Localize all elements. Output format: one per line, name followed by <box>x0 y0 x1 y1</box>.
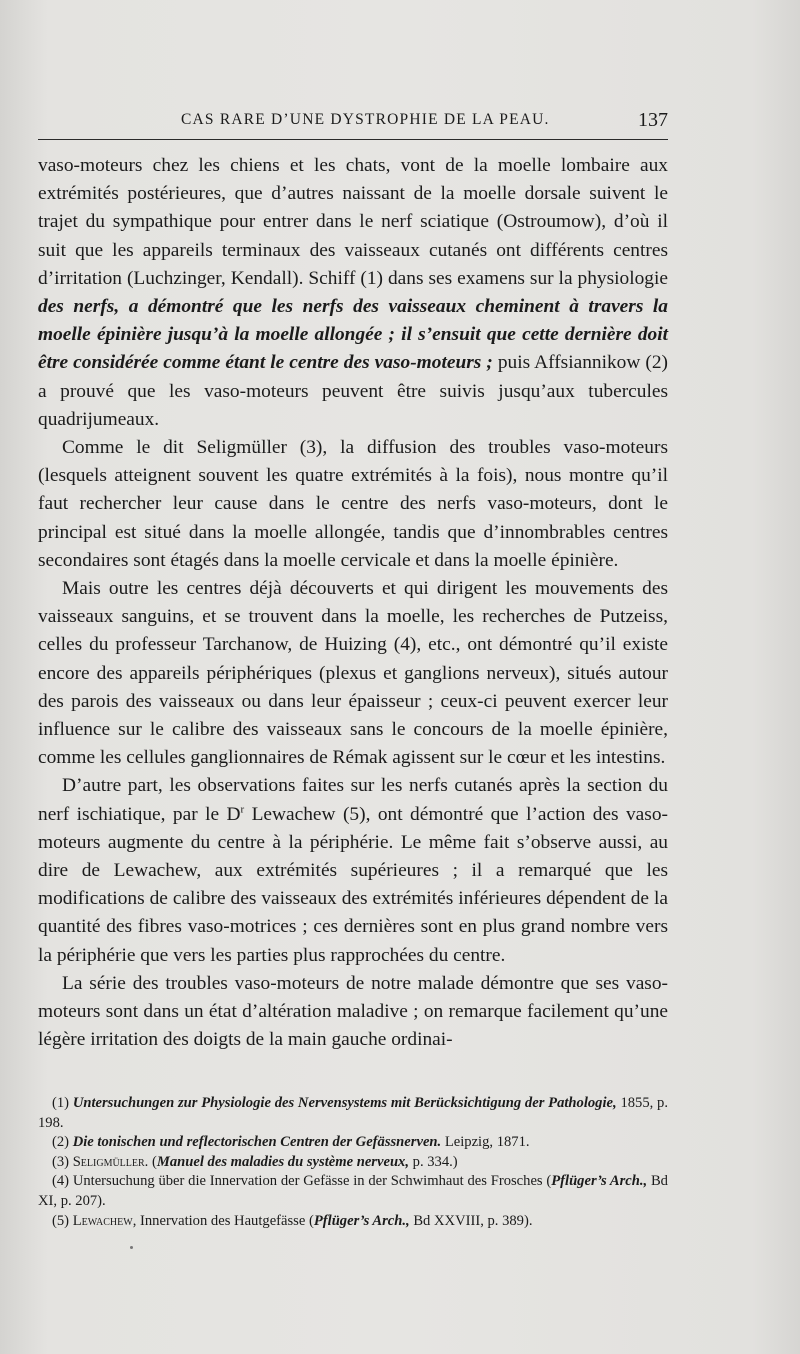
page-number: 137 <box>638 109 668 131</box>
italic-quote: des nerfs, a démontré que les nerfs des vaisseaux cheminent à travers la moelle épinière jusqu’à la moelle allongée ; il s’ensuit que cette dernière doit être considérée comme étant le centre des vaso-moteurs ; <box>38 296 668 374</box>
body-text <box>38 152 668 1055</box>
header-rule <box>38 139 668 140</box>
paragraph-3: Mais outre les centres déjà découverts et qui dirigent les mouvements des vaisseaux sanguins, et se trouvent dans la moelle, les recherches de Putzeiss, celles du professeur Tarchanow, de Huizing (4), etc., ont démontré qu’il existe encore des appareils périphériques (plexus et ganglions nerveux), situés autour des parois des vaisseaux ou dans leur épaisseur ; ceux-ci peuvent exercer leur influence sur le calibre des vaisseaux sans le concours de la moelle épinière, comme les cellules ganglionnaires de Rémak agissent sur le cœur et les intestins. <box>38 578 668 769</box>
paragraph-4: D’autre part, les observations faites sur les nerfs cutanés après la section du nerf ischiatique, par le $D^r$ Lewachew (5), ont démontré que l’action des vaso-moteurs augmente du centre à la périphérie. Le même fait s’observe aussi, au dire de Lewachew, aux extrémités supérieures ; il a remarqué que les modifications de calibre des vaisseaux des extrémités inférieures dépendent de la quantité des fibres vaso-motrices ; ces dernières sont en plus grand nombre vers la périphérie que vers les parties plus rapprochées du centre. <box>38 775 668 966</box>
paragraph-1: vaso-moteurs chez les chiens et les chats, vont de la moelle lombaire aux extrémités postérieures, que d’autres naissant de la moelle dorsale suivent le trajet du sympathique pour entrer dans le nerf sciatique (Ostroumow), d’où il suit que les appareils terminaux des vaisseaux cutanés ont différents centres d’irritation (Luchzinger, Kendall). Schiff (1) dans ses examens sur la physiologie des nerfs, a démontré que les nerfs des vaisseaux cheminent à travers la moelle épinière jusqu’à la moelle allongée ; il s’ensuit que cette dernière doit être considérée comme étant le centre des vaso-moteurs ; puis Affsiannikow (2) a prouvé que les vaso-moteurs peuvent être suivis jusqu’aux tubercules quadrijumeaux. <box>38 155 668 430</box>
footnotes <box>38 1094 668 1231</box>
footnote-1: (1) Untersuchungen zur Physiologie des Nervensystems mit Berücksichtigung der Pathologie, 1855, p. 198. <box>38 1095 668 1131</box>
footnote-2: (2) Die tonischen und reflectorischen Centren der Gefässnerven. Leipzig, 1871. <box>52 1134 530 1151</box>
superscript: r <box>240 803 245 816</box>
running-head <box>38 109 668 133</box>
footnote-5: (5) Lewachew, Innervation des Hautgefässe (Pflüger’s Arch., Bd XXVIII, p. 389). <box>52 1212 533 1229</box>
footnote-4: (4) Untersuchung über die Innervation der Gefässe in der Schwimhaut des Frosches (Pflüger’s Arch., Bd XI, p. 207). <box>38 1173 668 1209</box>
running-title: CAS RARE D’UNE DYSTROPHIE DE LA PEAU. <box>181 111 550 128</box>
paragraph-2: Comme le dit Seligmüller (3), la diffusion des troubles vaso-moteurs (lesquels atteignent souvent les quatre extrémités à la fois), nous montre qu’il faut rechercher leur cause dans le centre des nerfs vaso-moteurs, dont le principal est situé dans la moelle allongée, tandis que d’innombrables centres secondaires sont étagés dans la moelle cervicale et dans la moelle épinière. <box>38 437 668 571</box>
paper-speck <box>130 1246 133 1249</box>
paragraph-5: La série des troubles vaso-moteurs de notre malade démontre que ses vaso-moteurs sont dans un état d’altération maladive ; on remarque facilement qu’une légère irritation des doigts de la main gauche ordinai- <box>38 972 668 1051</box>
footnote-3: (3) Seligmüller. (Manuel des maladies du système nerveux, p. 334.) <box>52 1153 458 1170</box>
